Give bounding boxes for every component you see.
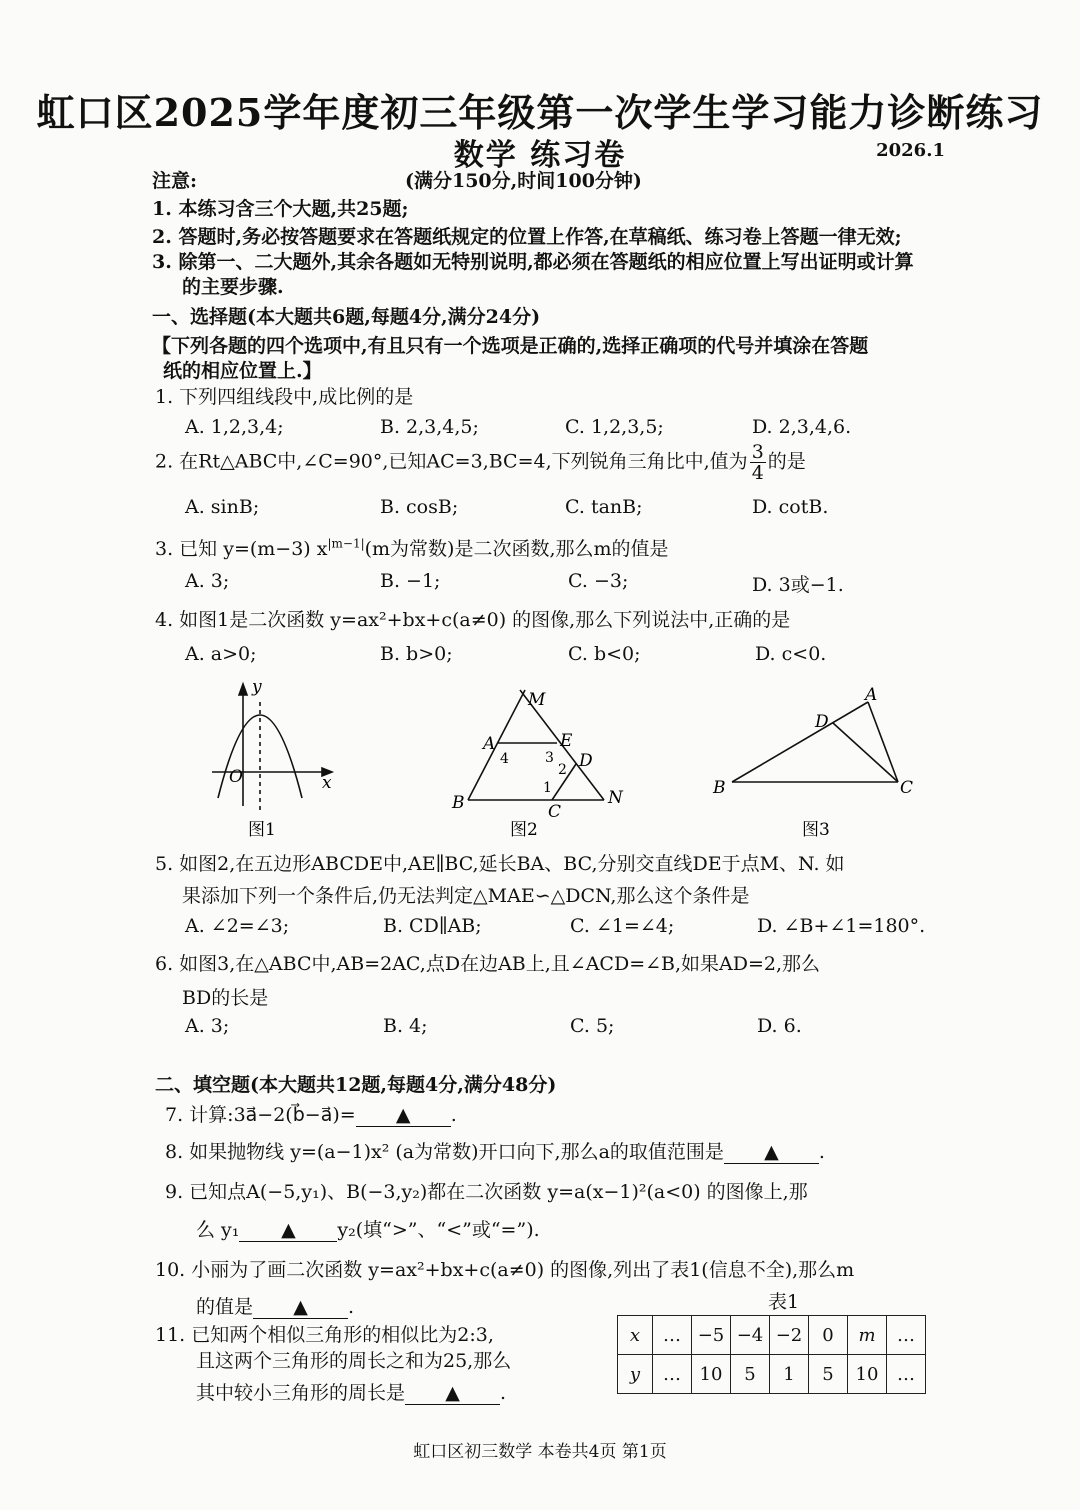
table-cell: … [887, 1355, 926, 1394]
q1-option-d: D. 2,3,4,6. [752, 416, 852, 438]
q5-option-a: A. ∠2=∠3; [185, 915, 290, 937]
q7-end: . [450, 1104, 457, 1126]
q4-stem: 4. 如图1是二次函数 y=ax²+bx+c(a≠0) 的图像,那么下列说法中,正确的是 [155, 609, 791, 631]
fig3-line-ac [868, 702, 898, 782]
fig2-label-a: A [483, 734, 496, 754]
q7 [165, 1100, 457, 1127]
fig2-angle-1: 1 [543, 780, 552, 796]
fig3-label-c: C [900, 778, 914, 798]
q7-answer-blank[interactable]: ▲ [356, 1104, 451, 1127]
q6-stem-cont: BD的长是 [182, 987, 269, 1009]
table-cell: 10 [848, 1355, 887, 1394]
note-1: 1. 本练习含三个大题,共25题; [152, 198, 409, 220]
fig3-line-dc [833, 723, 898, 782]
q3-stem-post: (m为常数)是二次函数,那么m的值是 [364, 538, 669, 560]
q6-option-a: A. 3; [185, 1015, 230, 1037]
fig1-y-arrow [239, 684, 247, 695]
q4-option-b: B. b>0; [380, 643, 453, 665]
table-cell: 10 [692, 1355, 731, 1394]
q5-stem-cont: 果添加下列一个条件后,仍无法判定△MAE∽△DCN,那么这个条件是 [182, 885, 750, 907]
q4-option-d: D. c<0. [755, 643, 827, 665]
q2-stem-post: 的是 [767, 450, 806, 473]
fig3-caption: 图3 [802, 820, 830, 840]
q5-option-b: B. CD∥AB; [383, 915, 482, 937]
fig3-label-a: A [865, 685, 878, 705]
q6-option-d: D. 6. [757, 1015, 802, 1037]
q9-stem-post: y₂(填“>”、“<”或“=”). [337, 1219, 540, 1241]
q10-answer-blank[interactable]: ▲ [253, 1296, 348, 1319]
fig2-label-n: N [608, 788, 623, 808]
section1-heading: 一、选择题(本大题共6题,每题4分,满分24分) [152, 306, 541, 328]
q1-option-a: A. 1,2,3,4; [185, 416, 284, 438]
q5-stem: 5. 如图2,在五边形ABCDE中,AE∥BC,延长BA、BC,分别交直线DE于点M、N. 如 [155, 853, 845, 875]
fig2-label-e: E [560, 731, 573, 751]
q8-stem: 8. 如果抛物线 y=(a−1)x² (a为常数)开口向下,那么a的取值范围是 [165, 1141, 724, 1163]
q10-stem-pre: 的值是 [196, 1296, 254, 1318]
note-2: 2. 答题时,务必按答题要求在答题纸规定的位置上作答,在草稿纸、练习卷上答题一律无效; [152, 226, 902, 248]
page-title: 虹口区2025学年度初三年级第一次学生学习能力诊断练习 [36, 90, 1044, 135]
q1-stem: 1. 下列四组线段中,成比例的是 [155, 386, 414, 408]
q11-stem-pre: 其中较小三角形的周长是 [196, 1382, 406, 1404]
table-1 [617, 1315, 926, 1394]
q3-stem [155, 534, 669, 561]
fig1-label-o: O [229, 767, 243, 787]
page-subtitle: 数学 练习卷 [453, 138, 627, 173]
q2-option-a: A. sinB; [185, 496, 260, 518]
table-cell: … [887, 1316, 926, 1355]
q3-exponent: |m−1| [327, 536, 365, 551]
q5-option-c: C. ∠1=∠4; [570, 915, 675, 937]
score-time: (满分150分,时间100分钟) [405, 170, 642, 192]
table-cell: −5 [692, 1316, 731, 1355]
q10-end: . [348, 1296, 355, 1318]
table-cell: 1 [770, 1355, 809, 1394]
fig1-label-y: y [252, 677, 262, 697]
q1-option-c: C. 1,2,3,5; [565, 416, 664, 438]
table-cell: 5 [731, 1355, 770, 1394]
q11 [196, 1378, 506, 1405]
q7-stem: 7. 计算:3a⃗−2(b⃗−a⃗)= [165, 1104, 356, 1126]
q9-stem-pre: 么 y₁ [196, 1219, 240, 1241]
fig3-line-ba [732, 702, 868, 782]
table-cell: … [653, 1316, 692, 1355]
q10-stem: 10. 小丽为了画二次函数 y=ax²+bx+c(a≠0) 的图像,列出了表1(信息不全),那么m [155, 1259, 855, 1281]
q8-end: . [818, 1141, 825, 1163]
table-cell: y [618, 1355, 653, 1394]
q2-denominator: 4 [751, 462, 764, 484]
q2-stem-pre: 2. 在Rt△ABC中,∠C=90°,已知AC=3,BC=4,下列锐角三角比中,值为 [155, 450, 748, 473]
fig1-label-x: x [322, 773, 332, 793]
table-cell: −2 [770, 1316, 809, 1355]
fig2-line-bm [468, 690, 525, 800]
figures [0, 670, 1080, 845]
notice-label: 注意: [152, 170, 198, 192]
q11-answer-blank[interactable]: ▲ [405, 1382, 500, 1405]
fig2-label-b: B [452, 793, 465, 813]
table-cell: m [848, 1316, 887, 1355]
q11-stem: 11. 已知两个相似三角形的相似比为2:3, [155, 1324, 494, 1346]
table-cell: … [653, 1355, 692, 1394]
fig2-angle-2: 2 [558, 762, 567, 778]
q8-answer-blank[interactable]: ▲ [724, 1141, 819, 1164]
figure-1 [212, 684, 332, 810]
fig3-label-d: D [815, 712, 829, 732]
fig1-caption: 图1 [248, 820, 276, 840]
q4-option-a: A. a>0; [185, 643, 257, 665]
q9-stem: 9. 已知点A(−5,y₁)、B(−3,y₂)都在二次函数 y=a(x−1)²(a<0) 的图像上,那 [165, 1181, 808, 1203]
q2-option-b: B. cosB; [380, 496, 459, 518]
q2-stem [155, 442, 806, 483]
q3-option-d: D. 3或−1. [752, 574, 844, 596]
q3-option-a: A. 3; [185, 570, 230, 592]
page-footer: 虹口区初三数学 本卷共4页 第1页 [413, 1442, 667, 1462]
q6-option-c: C. 5; [570, 1015, 615, 1037]
section1-instruction: 【下列各题的四个选项中,有且只有一个选项是正确的,选择正确项的代号并填涂在答题 [152, 335, 869, 357]
fig2-label-d: D [579, 751, 593, 771]
q4-option-c: C. b<0; [568, 643, 641, 665]
q2-fraction [750, 442, 766, 483]
q3-stem-pre: 3. 已知 y=(m−3) x [155, 538, 328, 560]
table-cell: x [618, 1316, 653, 1355]
q2-option-d: D. cotB. [752, 496, 829, 518]
note-3-cont: 的主要步骤. [182, 276, 284, 298]
q2-option-c: C. tanB; [565, 496, 643, 518]
q3-option-b: B. −1; [380, 570, 441, 592]
table1-caption: 表1 [768, 1291, 800, 1313]
fig2-label-m: M [528, 690, 546, 710]
q10 [196, 1292, 354, 1319]
q6-option-b: B. 4; [383, 1015, 428, 1037]
q9 [196, 1215, 540, 1242]
q3-option-c: C. −3; [568, 570, 629, 592]
q8 [165, 1137, 825, 1164]
table-cell: 5 [809, 1355, 848, 1394]
fig3-label-b: B [713, 778, 726, 798]
fig2-angle-3: 3 [545, 750, 554, 766]
fig2-caption: 图2 [510, 820, 538, 840]
q2-numerator: 3 [751, 441, 764, 463]
table-cell: 0 [809, 1316, 848, 1355]
fig2-angle-4: 4 [500, 751, 509, 767]
q9-answer-blank[interactable]: ▲ [239, 1219, 337, 1242]
note-3: 3. 除第一、二大题外,其余各题如无特别说明,都必须在答题纸的相应位置上写出证明或计算 [152, 251, 914, 273]
q5-option-d: D. ∠B+∠1=180°. [757, 915, 926, 937]
q11-stem-cont: 且这两个三角形的周长之和为25,那么 [196, 1350, 512, 1372]
q1-option-b: B. 2,3,4,5; [380, 416, 479, 438]
table-row-y [618, 1355, 926, 1394]
fig2-label-c: C [548, 802, 562, 822]
q6-stem: 6. 如图3,在△ABC中,AB=2AC,点D在边AB上,且∠ACD=∠B,如果AD=2,那么 [155, 953, 821, 975]
table-cell: −4 [731, 1316, 770, 1355]
table-row-x [618, 1316, 926, 1355]
section1-instruction-cont: 纸的相应位置上.】 [163, 360, 322, 382]
q11-end: . [500, 1382, 507, 1404]
section2-heading: 二、填空题(本大题共12题,每题4分,满分48分) [155, 1074, 557, 1096]
exam-date: 2026.1 [876, 140, 945, 161]
